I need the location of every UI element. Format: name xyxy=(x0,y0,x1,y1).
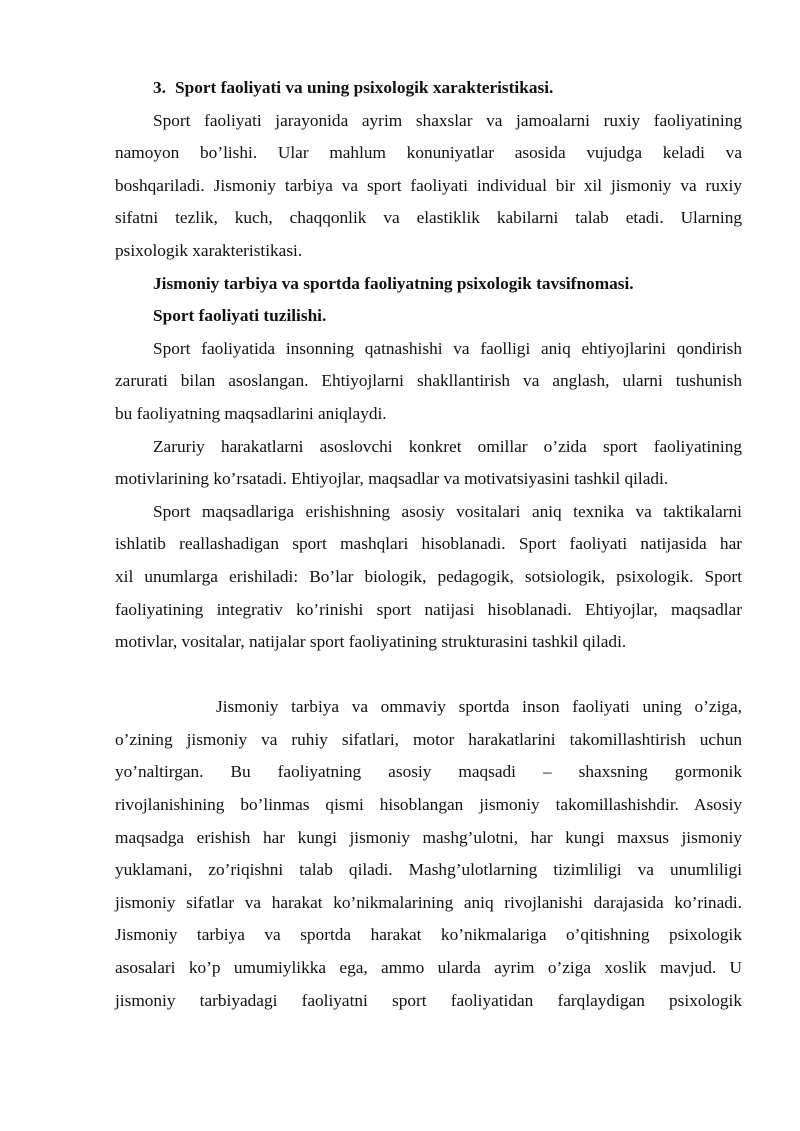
paragraph-line: xil unumlarga erishiladi: Bo’lar biologik, pedagogik, sotsiologik, psixologik. Sport xyxy=(115,566,742,586)
paragraph-line: faoliyatining integrativ ko’rinishi sport natijasi hisoblanadi. Ehtiyojlar, maqsadlar xyxy=(115,599,742,619)
paragraph-line: Sport faoliyati jarayonida ayrim shaxslar va jamoalarni ruxiy faoliyatining xyxy=(153,110,742,130)
paragraph-line: boshqariladi. Jismoniy tarbiya va sport faoliyati individual bir xil jismoniy va ruxiy xyxy=(115,175,742,195)
paragraph-line: motivlar, vositalar, natijalar sport faoliyatining strukturasini tashkil qiladi. xyxy=(115,632,627,652)
section-heading xyxy=(115,72,742,105)
paragraph-line: rivojlanishining bo’linmas qismi hisoblangan jismoniy takomillashishdir. Asosiy xyxy=(115,795,742,815)
paragraph-line: yo’naltirgan. Bu faoliyatning asosiy maqsadi – shaxsning gormonik xyxy=(115,762,742,782)
paragraph-line: jismoniy sifatlar va harakat ko’nikmalarining aniq rivojlanishi darajasida ko’rinadi. xyxy=(115,892,742,912)
paragraph-line: Sport maqsadlariga erishishning asosiy vositalari aniq texnika va taktikalarni xyxy=(153,501,742,521)
paragraph-line: zarurati bilan asoslangan. Ehtiyojlarni shakllantirish va anglash, ularni tushunish xyxy=(115,371,742,391)
paragraph-line: Jismoniy tarbiya va sportda harakat ko’nikmalariga o’qitishning psixologik xyxy=(115,925,742,945)
section-title: Sport faoliyati va uning psixologik xarakteristikasi. xyxy=(175,78,554,97)
paragraph-line: motivlarining ko’rsatadi. Ehtiyojlar, maqsadlar va motivatsiyasini tashkil qiladi. xyxy=(115,469,669,489)
paragraph-line: Sport faoliyatida insonning qatnashishi va faolligi aniq ehtiyojlarini qondirish xyxy=(153,338,742,358)
paragraph-line: Zaruriy harakatlarni asoslovchi konkret omillar o’zida sport faoliyatining xyxy=(153,436,742,456)
paragraph-line: Jismoniy tarbiya va ommaviy sportda inson faoliyati uning o’ziga, xyxy=(216,697,742,717)
subheading: Jismoniy tarbiya va sportda faoliyatning psixologik tavsifnomasi. xyxy=(153,273,634,293)
subheading: Sport faoliyati tuzilishi. xyxy=(153,306,327,326)
paragraph-line: ishlatib reallashadigan sport mashqlari hisoblanadi. Sport faoliyati natijasida har xyxy=(115,534,742,554)
paragraph-line: o’zining jismoniy va ruhiy sifatlari, motor harakatlarini takomillashtirish uchun xyxy=(115,729,742,749)
paragraph-line: maqsadga erishish har kungi jismoniy mashg’ulotni, har kungi maxsus jismoniy xyxy=(115,827,742,847)
paragraph-line: namoyon bo’lishi. Ular mahlum konuniyatlar asosida vujudga keladi va xyxy=(115,143,742,163)
paragraph-line: sifatni tezlik, kuch, chaqqonlik va elastiklik kabilarni talab etadi. Ularning xyxy=(115,208,742,228)
paragraph-gap xyxy=(115,659,742,692)
paragraph-line: jismoniy tarbiyadagi faoliyatni sport faoliyatidan farqlaydigan psixologik xyxy=(115,990,742,1010)
section-number: 3. xyxy=(153,78,166,97)
paragraph-line: psixologik xarakteristikasi. xyxy=(115,240,303,260)
paragraph-line: bu faoliyatning maqsadlarini aniqlaydi. xyxy=(115,403,387,423)
paragraph-line: asosalari ko’p umumiylikka ega, ammo ularda ayrim o’ziga xoslik mavjud. U xyxy=(115,958,742,978)
document-page xyxy=(115,72,742,1017)
paragraph-line: yuklamani, zo’riqishni talab qiladi. Mashg’ulotlarning tizimliligi va unumliligi xyxy=(115,860,742,880)
